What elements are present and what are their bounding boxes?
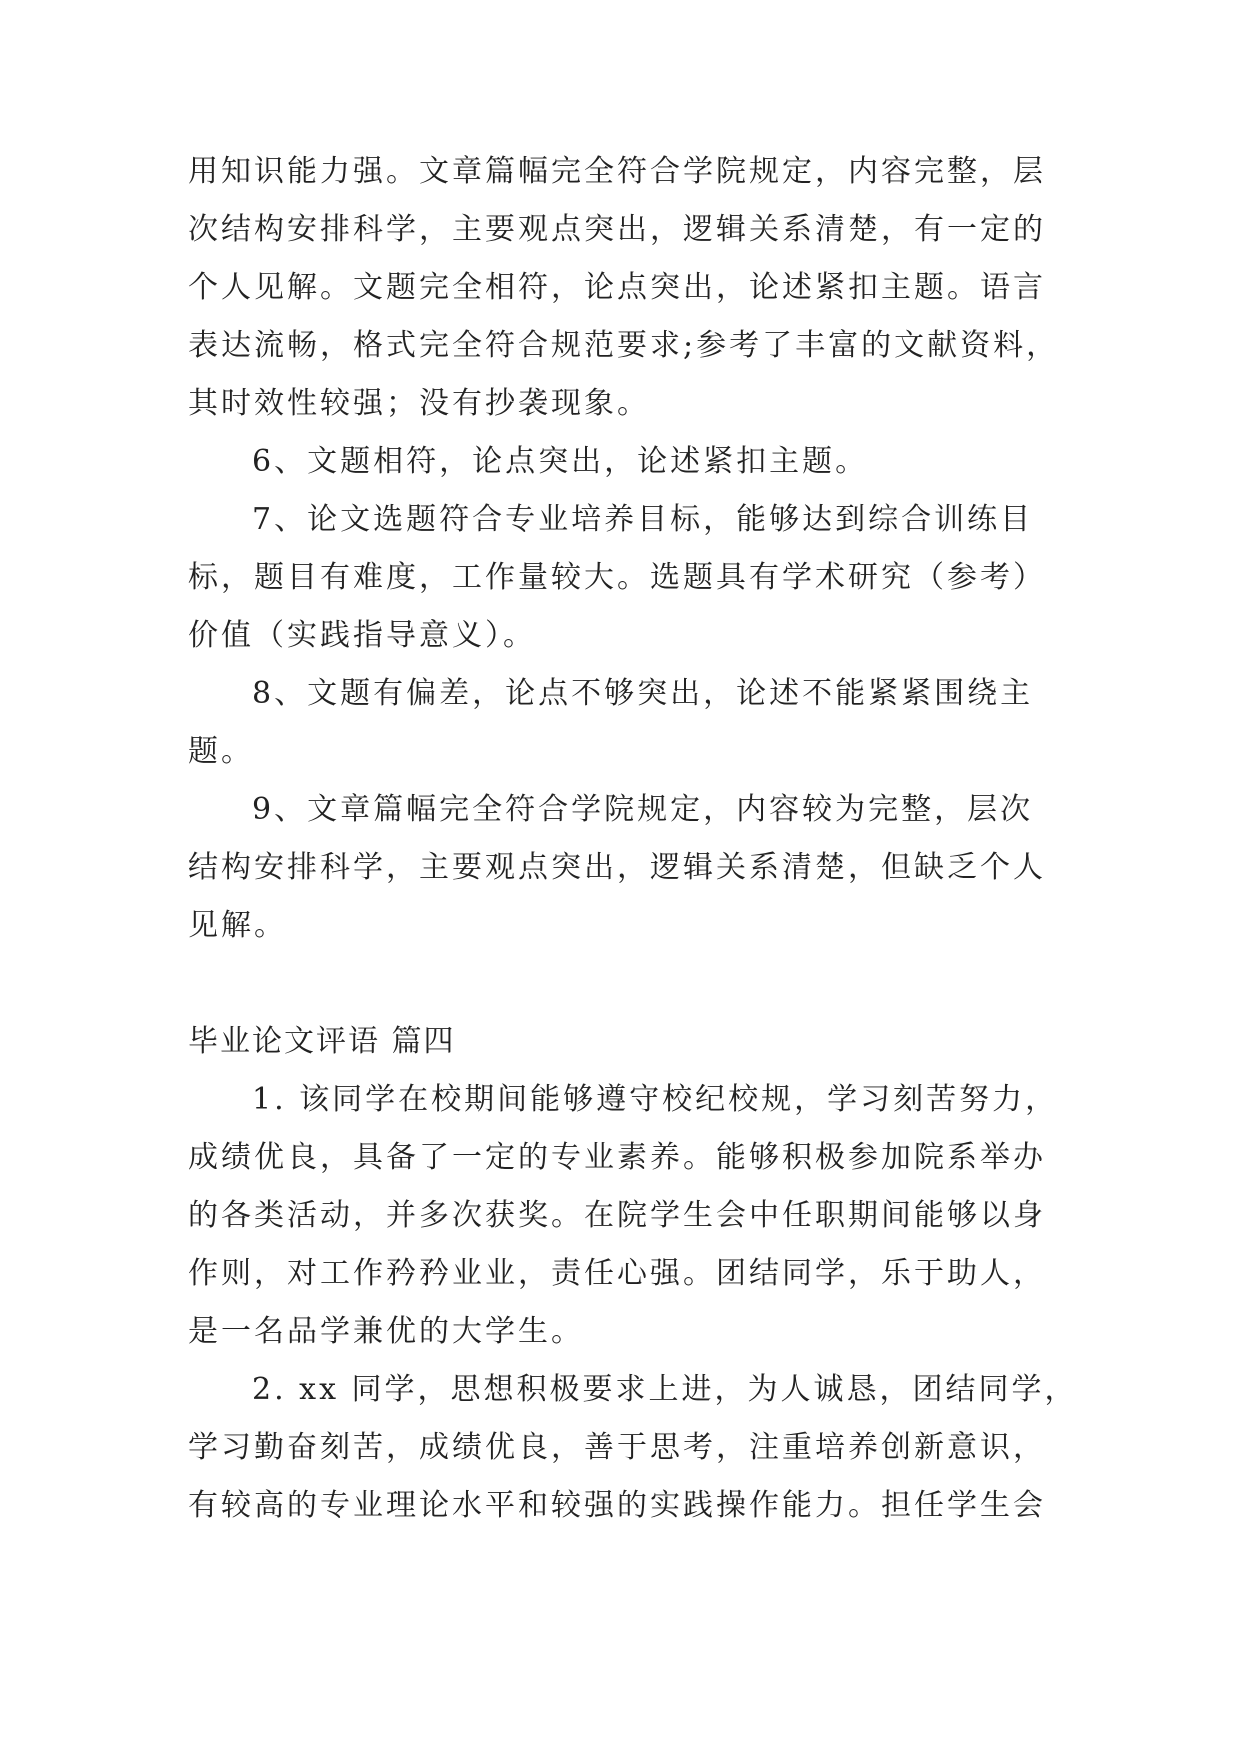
list-item-2: 2. xx 同学，思想积极要求上进，为人诚恳，团结同学，	[252, 1372, 1078, 1407]
text-line: 其时效性较强；没有抄袭现象。	[188, 386, 650, 421]
text-line: 标，题目有难度，工作量较大。选题具有学术研究（参考）	[188, 560, 1046, 595]
text-line: 题。	[188, 734, 254, 769]
text-line: 表达流畅，格式完全符合规范要求;参考了丰富的文献资料，	[188, 328, 1060, 363]
list-item-7: 7、论文选题符合专业培养目标，能够达到综合训练目	[252, 502, 1034, 537]
list-item-1: 1. 该同学在校期间能够遵守校纪校规，学习刻苦努力，	[252, 1082, 1059, 1117]
text-line: 价值（实践指导意义）。	[188, 618, 536, 653]
text-line: 的各类活动，并多次获奖。在院学生会中任职期间能够以身	[188, 1198, 1046, 1233]
text-line: 结构安排科学，主要观点突出，逻辑关系清楚，但缺乏个人	[188, 850, 1046, 885]
text-line: 见解。	[188, 908, 287, 943]
text-line: 学习勤奋刻苦，成绩优良，善于思考，注重培养创新意识，	[188, 1430, 1046, 1465]
list-item-9: 9、文章篇幅完全符合学院规定，内容较为完整，层次	[252, 792, 1034, 827]
list-item-6: 6、文题相符，论点突出，论述紧扣主题。	[252, 444, 869, 479]
text-line: 是一名品学兼优的大学生。	[188, 1314, 584, 1349]
text-line: 次结构安排科学，主要观点突出，逻辑关系清楚，有一定的	[188, 212, 1046, 247]
section-heading: 毕业论文评语 篇四	[188, 1024, 456, 1059]
text-line: 有较高的专业理论水平和较强的实践操作能力。担任学生会	[188, 1488, 1046, 1523]
text-line: 用知识能力强。文章篇幅完全符合学院规定，内容完整，层	[188, 154, 1046, 189]
text-line: 作则，对工作矜矜业业，责任心强。团结同学，乐于助人，	[188, 1256, 1046, 1291]
text-line: 个人见解。文题完全相符，论点突出，论述紧扣主题。语言	[188, 270, 1046, 305]
list-item-8: 8、文题有偏差，论点不够突出，论述不能紧紧围绕主	[252, 676, 1034, 711]
text-line: 成绩优良，具备了一定的专业素养。能够积极参加院系举办	[188, 1140, 1046, 1175]
